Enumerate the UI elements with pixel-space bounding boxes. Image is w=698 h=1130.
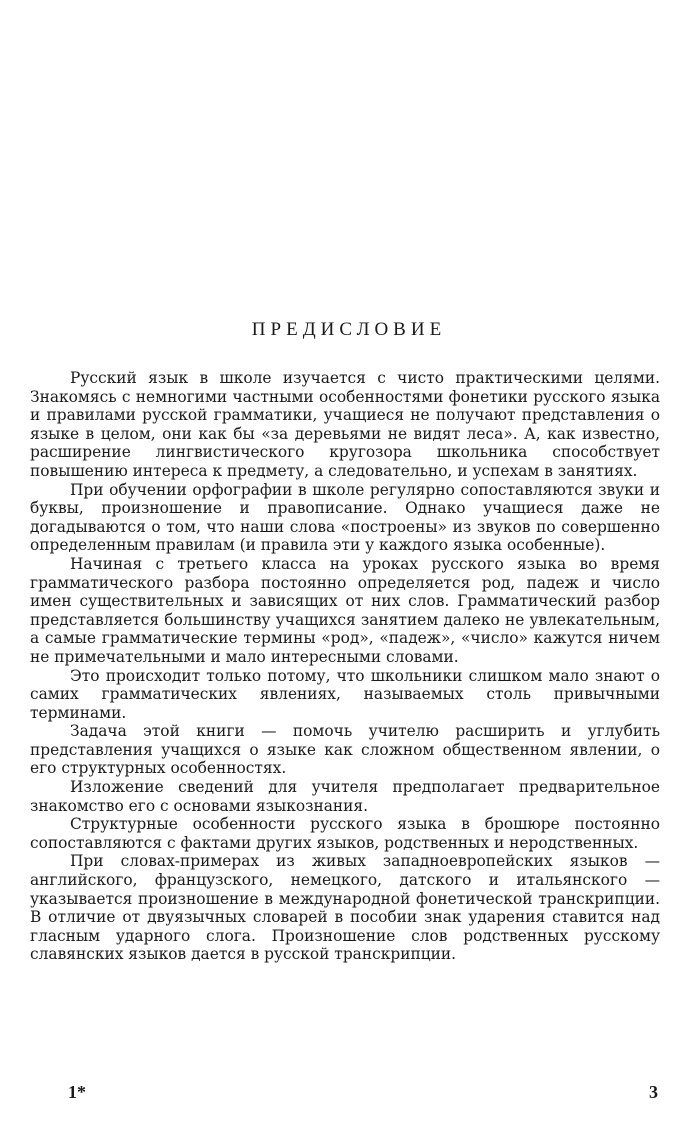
paragraph: Задача этой книги — помочь учителю расширить и углубить представления учащихся о языке как сложном общественном явлении, о его структурных особенностях.: [30, 722, 660, 778]
page-title: ПРЕДИСЛОВИЕ: [251, 319, 447, 340]
paragraph: Русский язык в школе изучается с чисто практическими целями. Знакомясь с немногими частными особенностями фонетики русского языка и правилами русской грамматики, учащиеся не получают представления о языке в целом, они как бы «за деревьями не видят леса». А, как известно, расширение лингвистического кругозора школьника способствует повышению интереса к предмету, а следовательно, и успехам в занятиях.: [30, 369, 660, 480]
preface-text: [30, 369, 660, 964]
page-number: 3: [649, 1082, 658, 1102]
paragraph: Структурные особенности русского языка в брошюре постоянно сопоставляются с фактами других языков, родственных и неродственных.: [30, 815, 660, 852]
paragraph: Изложение сведений для учителя предполагает предварительное знакомство его с основами языкознания.: [30, 778, 660, 815]
signature-mark: 1*: [68, 1082, 86, 1102]
paragraph: Это происходит только потому, что школьники слишком мало знают о самих грамматических явлениях, называемых столь привычными терминами.: [30, 666, 660, 722]
paragraph: При обучении орфографии в школе регулярно сопоставляются звуки и буквы, произношение и правописание. Однако учащиеся даже не догадываются о том, что наши слова «построены» из звуков по совершенно определенным правилам (и правила эти у каждого языка особенные).: [30, 480, 660, 555]
paragraph: Начиная с третьего класса на уроках русского языка во время грамматического разбора постоянно определяется род, падеж и число имен существительных и зависящих от них слов. Грамматический разбор представляется большинству учащихся занятием далеко не увлекательным, а самые грамматические термины «род», «падеж», «число» кажутся ничем не примечательными и мало интересными словами.: [30, 554, 660, 666]
paragraph: При словах-примерах из живых западноевропейских языков — английского, французского, немецкого, датского и итальянского — указывается произношение в международной фонетической транскрипции. В отличие от двуязычных словарей в пособии знак ударения ставится над гласным ударного слога. Произношение слов родственных русскому славянских языков дается в русской транскрипции.: [30, 852, 660, 964]
